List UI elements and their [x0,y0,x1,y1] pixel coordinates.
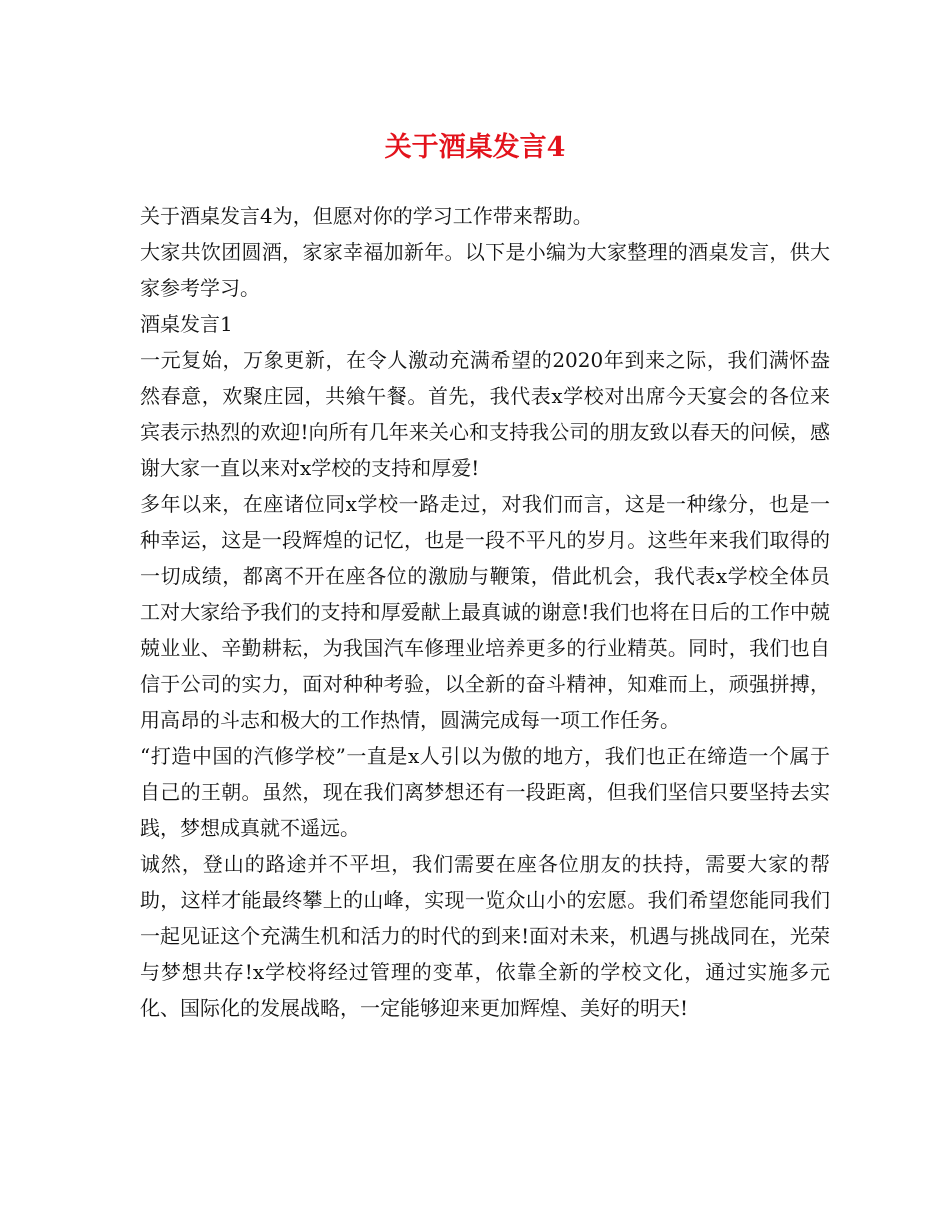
paragraph-lead: 大家共饮团圆酒，家家幸福加新年。以下是小编为大家整理的酒桌发言，供大家参考学习。 [140,240,830,300]
document-body [140,198,830,1026]
paragraph-future: 诚然，登山的路途并不平坦，我们需要在座各位朋友的扶持，需要大家的帮助，这样才能最终攀上的山峰，实现一览众山小的宏愿。我们希望您能同我们一起见证这个充满生机和活力的时代的到来!面对未来，机遇与挑战同在，光荣与梦想共存!x学校将经过管理的变革，依靠全新的学校文化，通过实施多元化、国际化的发展战略，一定能够迎来更加辉煌、美好的明天! [140,852,830,1020]
paragraph-greeting: 一元复始，万象更新，在令人激动充满希望的2020年到来之际，我们满怀盎然春意，欢聚庄园，共飨午餐。首先，我代表x学校对出席今天宴会的各位来宾表示热烈的欢迎!向所有几年来关心和支持我公司的朋友致以春天的问候，感谢大家一直以来对x学校的支持和厚爱! [140,348,830,480]
paragraph-intro: 关于酒桌发言4为，但愿对你的学习工作带来帮助。 [140,204,593,228]
document-title: 关于酒桌发言4 [384,132,566,163]
paragraph-thanks: 多年以来，在座诸位同x学校一路走过，对我们而言，这是一种缘分，也是一种幸运，这是一段辉煌的记忆，也是一段不平凡的岁月。这些年来我们取得的一切成绩，都离不开在座各位的激励与鞭策，借此机会，我代表x学校全体员工对大家给予我们的支持和厚爱献上最真诚的谢意!我们也将在日后的工作中兢兢业业、辛勤耕耘，为我国汽车修理业培养更多的行业精英。同时，我们也自信于公司的实力，面对种种考验，以全新的奋斗精神，知难而上，顽强拼搏，用高昂的斗志和极大的工作热情，圆满完成每一项工作任务。 [140,492,830,732]
section-heading: 酒桌发言1 [140,312,233,336]
paragraph-vision: “打造中国的汽修学校”一直是x人引以为傲的地方，我们也正在缔造一个属于自己的王朝。虽然，现在我们离梦想还有一段距离，但我们坚信只要坚持去实践，梦想成真就不遥远。 [140,744,830,840]
